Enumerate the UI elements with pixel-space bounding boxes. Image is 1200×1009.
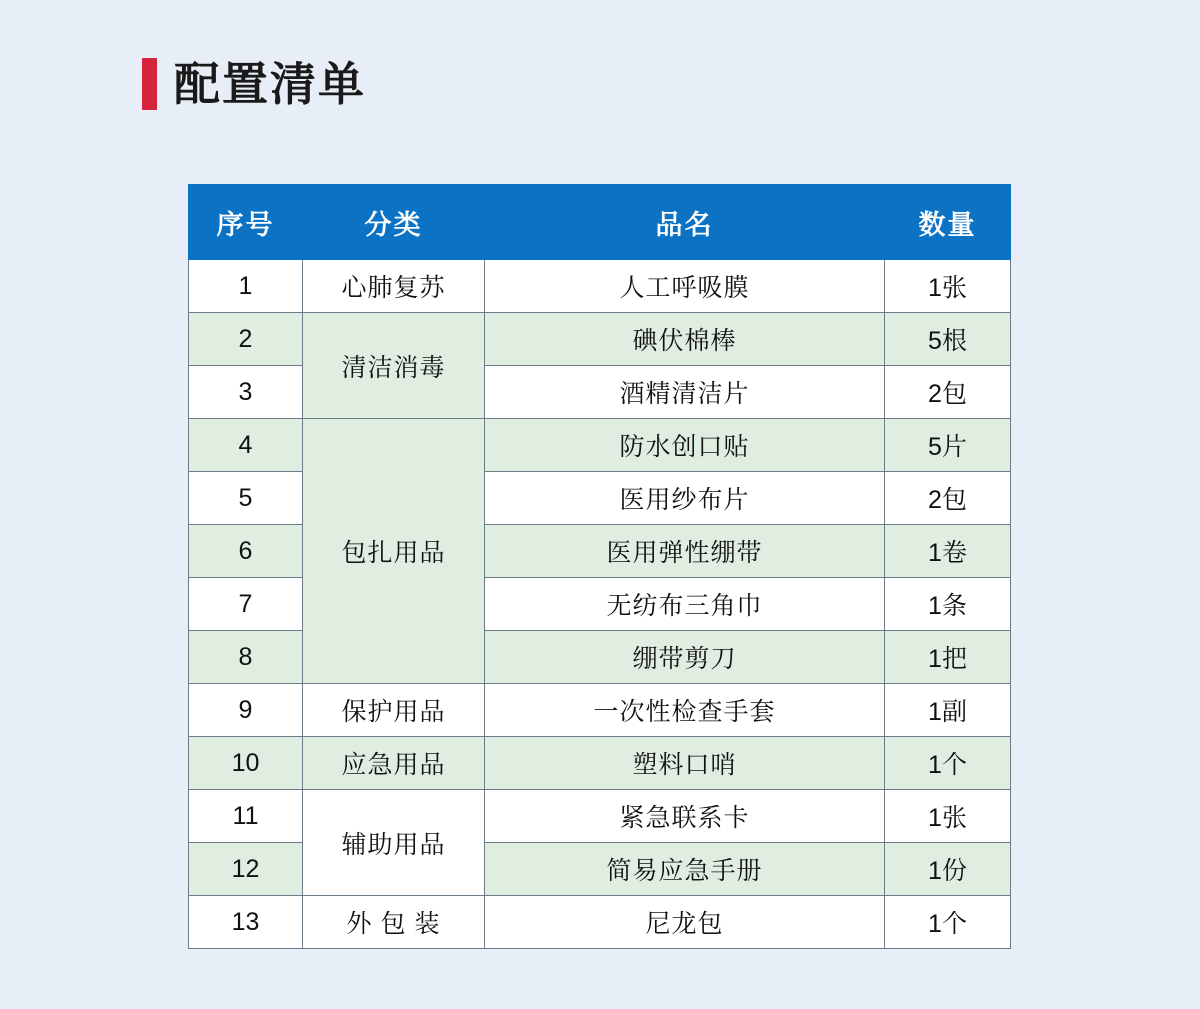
cell-name: 医用弹性绷带 (485, 525, 885, 578)
page-title-text: 配置清单 (174, 58, 366, 110)
column-header-name: 品名 (485, 185, 885, 260)
table-header-row (189, 185, 1011, 260)
cell-index: 7 (189, 578, 303, 631)
cell-quantity: 2包 (885, 472, 1011, 525)
table-header (189, 185, 1011, 260)
cell-name: 一次性检查手套 (485, 684, 885, 737)
cell-index: 4 (189, 419, 303, 472)
cell-name: 医用纱布片 (485, 472, 885, 525)
table-row (189, 737, 1011, 790)
cell-quantity: 1把 (885, 631, 1011, 684)
cell-category: 辅助用品 (303, 790, 485, 896)
cell-index: 12 (189, 843, 303, 896)
page-title (142, 58, 366, 110)
table-row (189, 896, 1011, 949)
cell-category: 应急用品 (303, 737, 485, 790)
cell-quantity: 1张 (885, 790, 1011, 843)
cell-quantity: 5根 (885, 313, 1011, 366)
cell-name: 尼龙包 (485, 896, 885, 949)
column-header-category: 分类 (303, 185, 485, 260)
cell-quantity: 2包 (885, 366, 1011, 419)
table-row (189, 260, 1011, 313)
cell-name: 塑料口哨 (485, 737, 885, 790)
table-row (189, 790, 1011, 843)
cell-quantity: 5片 (885, 419, 1011, 472)
cell-name: 碘伏棉棒 (485, 313, 885, 366)
table-row (189, 684, 1011, 737)
cell-name: 无纺布三角巾 (485, 578, 885, 631)
cell-index: 10 (189, 737, 303, 790)
cell-index: 13 (189, 896, 303, 949)
column-header-quantity: 数量 (885, 185, 1011, 260)
cell-name: 酒精清洁片 (485, 366, 885, 419)
config-list-table-wrapper (188, 184, 1010, 949)
cell-quantity: 1张 (885, 260, 1011, 313)
cell-name: 绷带剪刀 (485, 631, 885, 684)
column-header-index: 序号 (189, 185, 303, 260)
cell-index: 3 (189, 366, 303, 419)
cell-category: 保护用品 (303, 684, 485, 737)
cell-index: 11 (189, 790, 303, 843)
cell-name: 简易应急手册 (485, 843, 885, 896)
table-row (189, 419, 1011, 472)
cell-index: 2 (189, 313, 303, 366)
cell-quantity: 1副 (885, 684, 1011, 737)
cell-quantity: 1卷 (885, 525, 1011, 578)
cell-category: 包扎用品 (303, 419, 485, 684)
cell-category: 清洁消毒 (303, 313, 485, 419)
cell-category: 外 包 装 (303, 896, 485, 949)
cell-index: 9 (189, 684, 303, 737)
cell-category: 心肺复苏 (303, 260, 485, 313)
title-accent-bar (142, 58, 157, 110)
cell-index: 1 (189, 260, 303, 313)
cell-index: 8 (189, 631, 303, 684)
cell-name: 防水创口贴 (485, 419, 885, 472)
cell-quantity: 1个 (885, 737, 1011, 790)
cell-index: 6 (189, 525, 303, 578)
cell-name: 紧急联系卡 (485, 790, 885, 843)
cell-index: 5 (189, 472, 303, 525)
config-list-table (188, 184, 1011, 949)
cell-quantity: 1份 (885, 843, 1011, 896)
cell-name: 人工呼吸膜 (485, 260, 885, 313)
cell-quantity: 1个 (885, 896, 1011, 949)
table-row (189, 313, 1011, 366)
cell-quantity: 1条 (885, 578, 1011, 631)
table-body (189, 260, 1011, 949)
